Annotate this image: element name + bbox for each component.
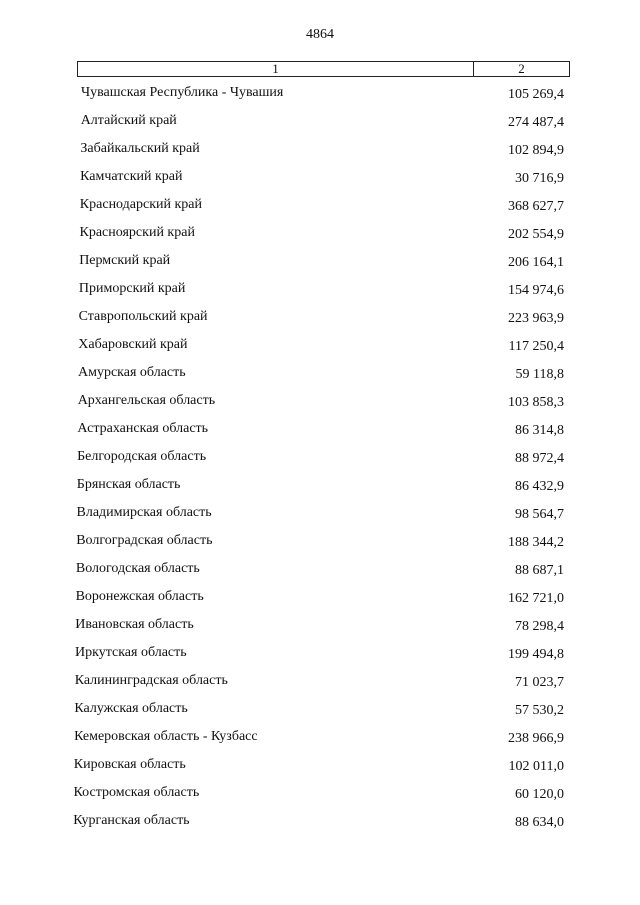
region-name: Алтайский край [80,113,177,128]
region-name: Калужская область [74,701,188,716]
table-row [0,136,640,164]
table-row [0,360,640,388]
column-header-1: 1 [78,62,474,76]
page-number: 4864 [306,27,334,42]
region-value: 188 344,2 [508,535,564,550]
region-value: 78 298,4 [515,619,564,634]
region-name: Краснодарский край [79,197,202,212]
table-row [0,444,640,472]
table-body [0,80,640,836]
region-name: Красноярский край [79,225,195,240]
region-value: 88 687,1 [515,563,564,578]
region-name: Владимирская область [76,505,212,520]
region-value: 102 011,0 [508,759,564,774]
region-value: 238 966,9 [508,731,564,746]
table-row [0,528,640,556]
table-row [0,724,640,752]
region-name: Астраханская область [77,421,209,436]
region-name: Белгородская область [77,449,207,464]
region-value: 206 164,1 [508,255,564,270]
region-name: Иркутская область [75,645,187,660]
table-row [0,388,640,416]
region-value: 202 554,9 [508,227,564,242]
table-row [0,696,640,724]
region-value: 117 250,4 [508,339,564,354]
region-value: 274 487,4 [508,115,564,130]
region-value: 368 627,7 [508,199,564,214]
region-value: 98 564,7 [515,507,564,522]
table-row [0,304,640,332]
region-value: 199 494,8 [508,647,564,662]
table-row [0,752,640,780]
column-header-2: 2 [518,61,525,76]
table-row [0,416,640,444]
table-row [0,500,640,528]
table-row [0,80,640,108]
region-name: Чувашская Республика - Чувашия [81,85,284,100]
table-row [0,192,640,220]
table-row [0,332,640,360]
table-row [0,248,640,276]
region-name: Камчатский край [80,169,183,184]
region-name: Вологодская область [75,561,200,576]
table-row [0,612,640,640]
region-value: 103 858,3 [508,395,564,410]
region-value: 162 721,0 [508,591,564,606]
region-name: Архангельская область [77,393,216,408]
region-name: Кемеровская область - Кузбасс [74,729,258,744]
region-value: 60 120,0 [515,787,564,802]
region-name: Хабаровский край [78,337,188,352]
region-name: Ставропольский край [78,309,208,324]
region-name: Кировская область [73,757,186,772]
region-value: 105 269,4 [508,87,564,102]
table-row [0,472,640,500]
region-value: 57 530,2 [515,703,564,718]
region-value: 86 314,8 [515,423,564,438]
region-value: 154 974,6 [508,283,564,298]
region-name: Курганская область [73,813,190,828]
region-name: Пермский край [79,253,171,268]
region-name: Приморский край [78,281,186,296]
table-row [0,584,640,612]
region-name: Брянская область [76,477,181,492]
region-value: 86 432,9 [515,479,564,494]
table-row [0,220,640,248]
table-row [0,668,640,696]
region-name: Воронежская область [75,589,204,604]
table-row [0,808,640,836]
region-name: Амурская область [78,365,186,380]
region-value: 59 118,8 [515,367,564,382]
table-header [77,61,570,77]
region-name: Калининградская область [74,673,228,688]
region-name: Костромская область [73,785,200,800]
table-row [0,556,640,584]
region-name: Волгоградская область [76,533,213,548]
region-name: Ивановская область [75,617,194,632]
table-row [0,780,640,808]
region-value: 30 716,9 [515,171,564,186]
table-row [0,640,640,668]
region-name: Забайкальский край [80,141,200,156]
region-value: 102 894,9 [508,143,564,158]
region-value: 88 634,0 [515,815,564,830]
region-value: 88 972,4 [515,451,564,466]
region-value: 71 023,7 [515,675,564,690]
table-row [0,164,640,192]
table-row [0,108,640,136]
table-row [0,276,640,304]
region-value: 223 963,9 [508,311,564,326]
